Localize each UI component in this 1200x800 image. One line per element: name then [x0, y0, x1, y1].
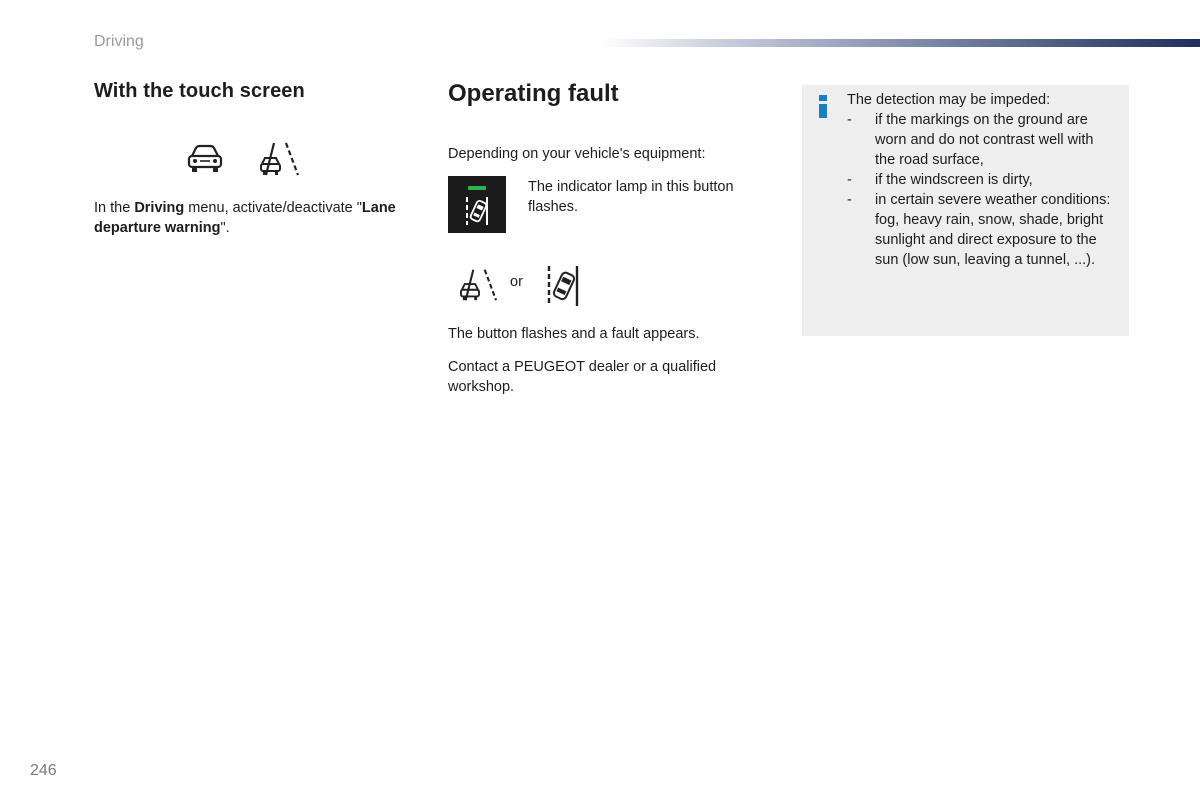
info-icon: [818, 95, 828, 119]
or-label: or: [510, 274, 523, 290]
instruction-mid: menu, activate/deactivate ": [184, 200, 362, 216]
instruction-suffix: ".: [220, 220, 230, 236]
section-label: Driving: [94, 33, 144, 50]
list-item: - if the windscreen is dirty,: [847, 172, 1033, 188]
lane-keeping-car-icon: [546, 265, 580, 307]
lane-car-icon: [464, 195, 490, 227]
indicator-lamp-text: The indicator lamp in this button flashes.: [528, 179, 734, 215]
touch-screen-instruction: [94, 198, 424, 238]
list-item: - if the markings on the ground are worn and do not contrast well with the road surface,: [847, 112, 1094, 168]
page-number: 246: [30, 762, 57, 779]
header-gradient-bar: [600, 39, 1200, 47]
equipment-note: Depending on your vehicle's equipment:: [448, 146, 706, 162]
instruction-prefix: In the: [94, 200, 135, 216]
touch-screen-icons: [94, 140, 424, 180]
touch-screen-heading: With the touch screen: [94, 80, 305, 102]
indicator-lamp: [468, 186, 486, 190]
lane-departure-icon-alt: [460, 268, 498, 302]
lane-departure-icon: [260, 142, 300, 176]
car-front-icon: [186, 144, 224, 174]
touch-screen-section: [94, 80, 424, 103]
fault-icons: [448, 262, 748, 308]
operating-fault-heading: Operating fault: [448, 80, 619, 107]
fault-text: The button flashes and a fault appears.: [448, 326, 700, 342]
info-list: [847, 110, 1117, 270]
driving-menu-label: Driving: [134, 200, 185, 216]
contact-dealer-text: Contact a PEUGEOT dealer or a qualified workshop.: [448, 359, 717, 395]
lane-departure-button-image: [448, 176, 506, 233]
info-text: [847, 90, 1117, 270]
lane-departure-warning-label: Lane departure warning: [94, 200, 396, 236]
list-item: - in certain severe weather conditions: fog, heavy rain, snow, shade, bright sunlight and direct exposure to the sun (low sun, leaving a tunnel, ...).: [847, 192, 1111, 268]
info-intro: The detection may be impeded:: [847, 92, 1051, 108]
info-box: [802, 85, 1129, 336]
operating-fault-section: [448, 80, 758, 108]
